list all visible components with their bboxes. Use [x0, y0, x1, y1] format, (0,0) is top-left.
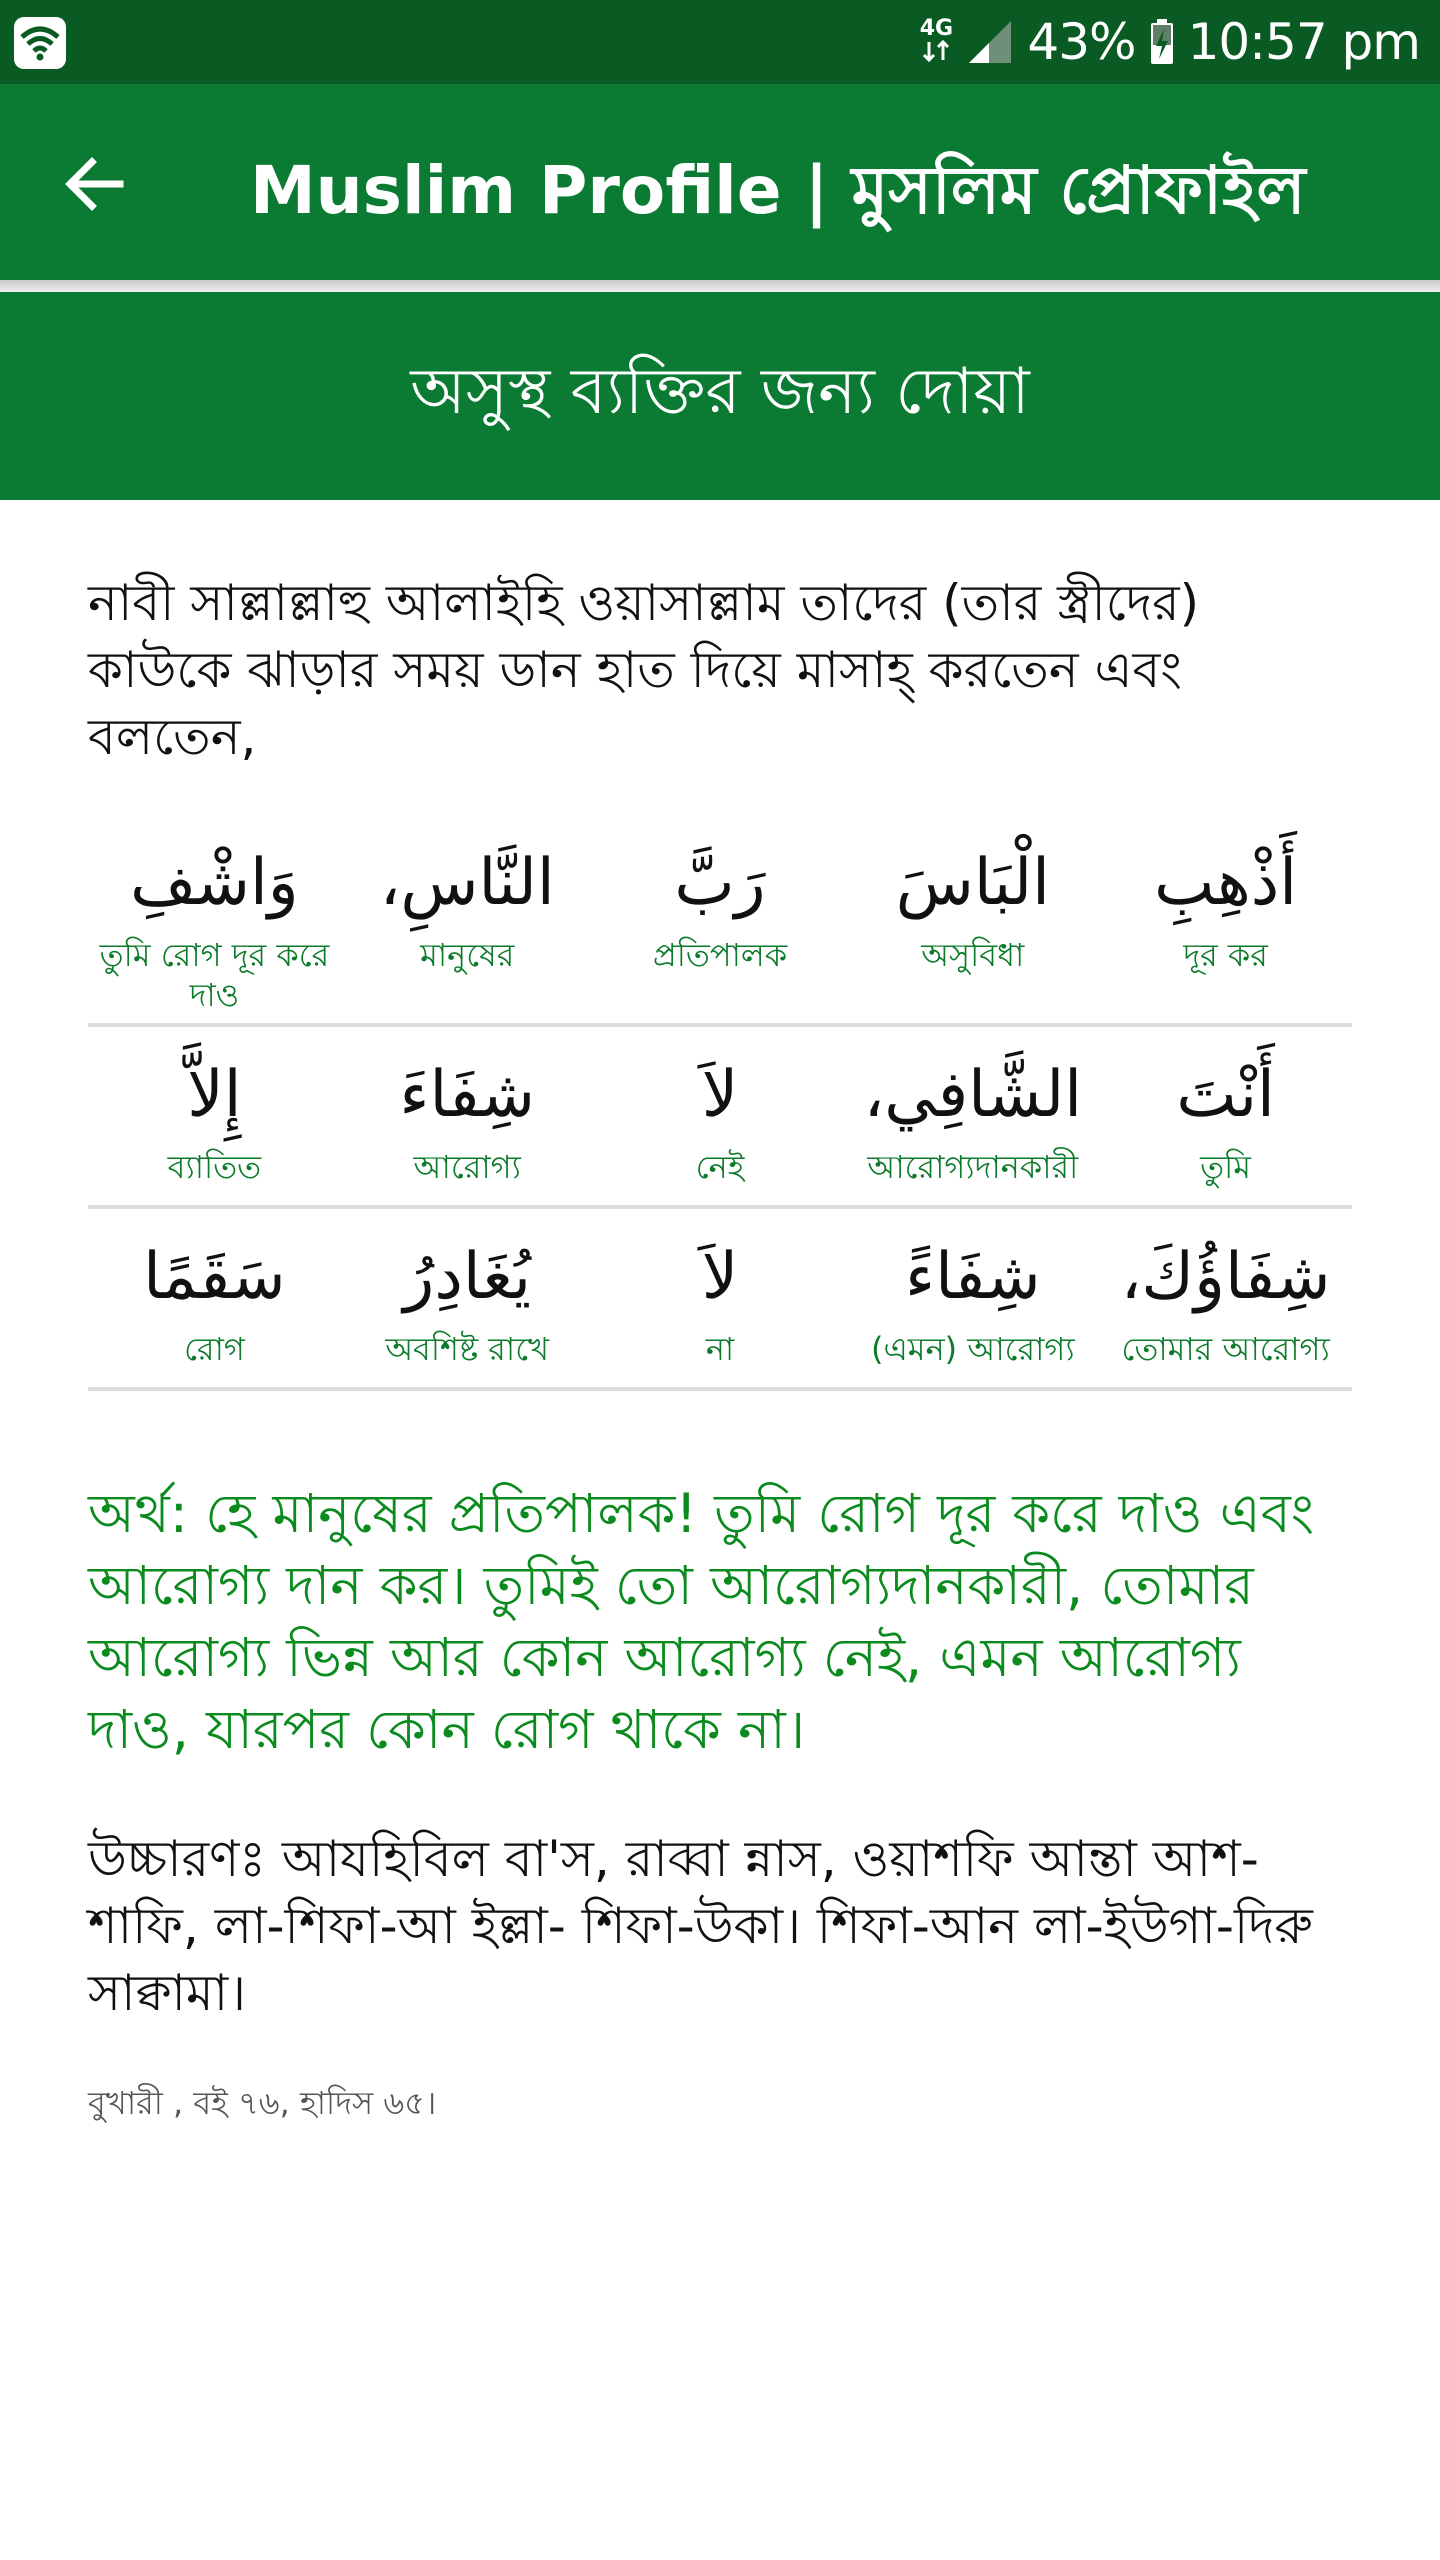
word-cell — [88, 1027, 341, 1205]
arabic-word: إِلاَّ — [187, 1058, 242, 1132]
wifi-icon — [14, 17, 66, 69]
arabic-word: أَنْتَ — [1176, 1058, 1275, 1132]
app-title: Muslim Profile | মুসলিম প্রোফাইল — [250, 152, 1306, 229]
word-cell — [846, 1209, 1099, 1387]
word-meaning: দূর কর — [1183, 936, 1268, 974]
arrow-left-icon — [56, 144, 136, 224]
word-cell — [341, 1209, 594, 1387]
word-meaning: প্রতিপালক — [652, 936, 788, 974]
section-header — [0, 292, 1440, 500]
word-cell — [1099, 1027, 1352, 1205]
word-row — [88, 815, 1352, 1027]
word-cell — [88, 1209, 341, 1387]
word-by-word-table — [88, 815, 1352, 1391]
arabic-word: أَذْهِبِ — [1154, 846, 1298, 920]
word-meaning: (এমন) আরোগ্য — [870, 1330, 1075, 1368]
word-meaning: আরোগ্যদানকারী — [867, 1148, 1079, 1186]
word-meaning: অসুবিধা — [921, 936, 1025, 974]
word-cell — [88, 815, 341, 1023]
arabic-word: الشَّافِي، — [863, 1058, 1083, 1132]
word-meaning: তুমি — [1200, 1148, 1252, 1186]
word-meaning: অবশিষ্ট রাখে — [385, 1330, 550, 1368]
word-meaning: তোমার আরোগ্য — [1121, 1330, 1330, 1368]
battery-charging-icon — [1150, 19, 1174, 65]
arabic-word: سَقَمًا — [143, 1240, 286, 1314]
data-arrows-icon — [919, 18, 953, 66]
status-bar — [0, 0, 1440, 84]
arabic-word: شِفَاؤُكَ، — [1120, 1240, 1331, 1314]
word-meaning: ব্যাতিত — [167, 1148, 262, 1186]
arabic-word: شِفَاءً — [905, 1240, 1041, 1314]
word-cell — [341, 815, 594, 1023]
word-cell — [341, 1027, 594, 1205]
word-meaning: রোগ — [183, 1330, 245, 1368]
word-cell — [594, 1027, 847, 1205]
network-type-label: 4G — [919, 16, 954, 41]
battery-percent: 43% — [1027, 13, 1136, 71]
word-cell — [1099, 1209, 1352, 1387]
word-meaning: না — [705, 1330, 735, 1368]
word-cell — [846, 815, 1099, 1023]
word-row — [88, 1027, 1352, 1209]
word-cell — [846, 1027, 1099, 1205]
content-area — [88, 570, 1352, 771]
arabic-word: لاَ — [701, 1240, 739, 1314]
arabic-word: رَبَّ — [674, 846, 766, 920]
arabic-word: وَاشْفِ — [130, 846, 299, 920]
word-row — [88, 1209, 1352, 1391]
arabic-word: الْبَاسَ — [895, 846, 1050, 920]
pronunciation-text: উচ্চারণঃ আযহিবিল বা'স, রাব্বা ন্নাস, ওয়াশফি আন্তা আশ-শাফি, লা-শিফা-আ ইল্লা- শিফা-উকা। শিফা-আন লা-ইউগা-দিরু সাক্বামা। — [88, 1830, 1313, 2022]
signal-icon — [967, 19, 1013, 65]
hadith-reference: বুখারী , বই ৭৬, হাদিস ৬৫। — [88, 2084, 437, 2122]
app-bar-divider — [0, 280, 1440, 292]
word-meaning: নেই — [695, 1148, 745, 1186]
word-cell — [594, 815, 847, 1023]
back-button[interactable] — [56, 144, 136, 224]
translation-text: অর্থ: হে মানুষের প্রতিপালক! তুমি রোগ দূর করে দাও এবং আরোগ্য দান কর। তুমিই তো আরোগ্যদানকারী, তোমার আরোগ্য ভিন্ন আর কোন আরোগ্য নেই, এমন আরোগ্য দাও, যারপর কোন রোগ থাকে না। — [88, 1482, 1315, 1761]
clock: 10:57 pm — [1187, 13, 1420, 71]
word-meaning: মানুষের — [420, 936, 515, 974]
word-cell — [1099, 815, 1352, 1023]
arabic-word: شِفَاءَ — [399, 1058, 535, 1132]
arabic-word: لاَ — [701, 1058, 739, 1132]
arabic-word: النَّاسِ، — [379, 846, 555, 920]
word-meaning: আরোগ্য — [413, 1148, 521, 1186]
section-title: অসুস্থ ব্যক্তির জন্য দোয়া — [410, 354, 1030, 429]
intro-text: নাবী সাল্লাল্লাহু আলাইহি ওয়াসাল্লাম তাদের (তার স্ত্রীদের) কাউকে ঝাড়ার সময় ডান হাত দিয়ে মাসাহ্ করতেন এবং বলতেন, — [88, 574, 1200, 766]
word-meaning: তুমি রোগ দূর করে দাও — [99, 936, 330, 1014]
word-cell — [594, 1209, 847, 1387]
arabic-word: يُغَادِرُ — [403, 1240, 531, 1314]
app-bar — [0, 84, 1440, 280]
